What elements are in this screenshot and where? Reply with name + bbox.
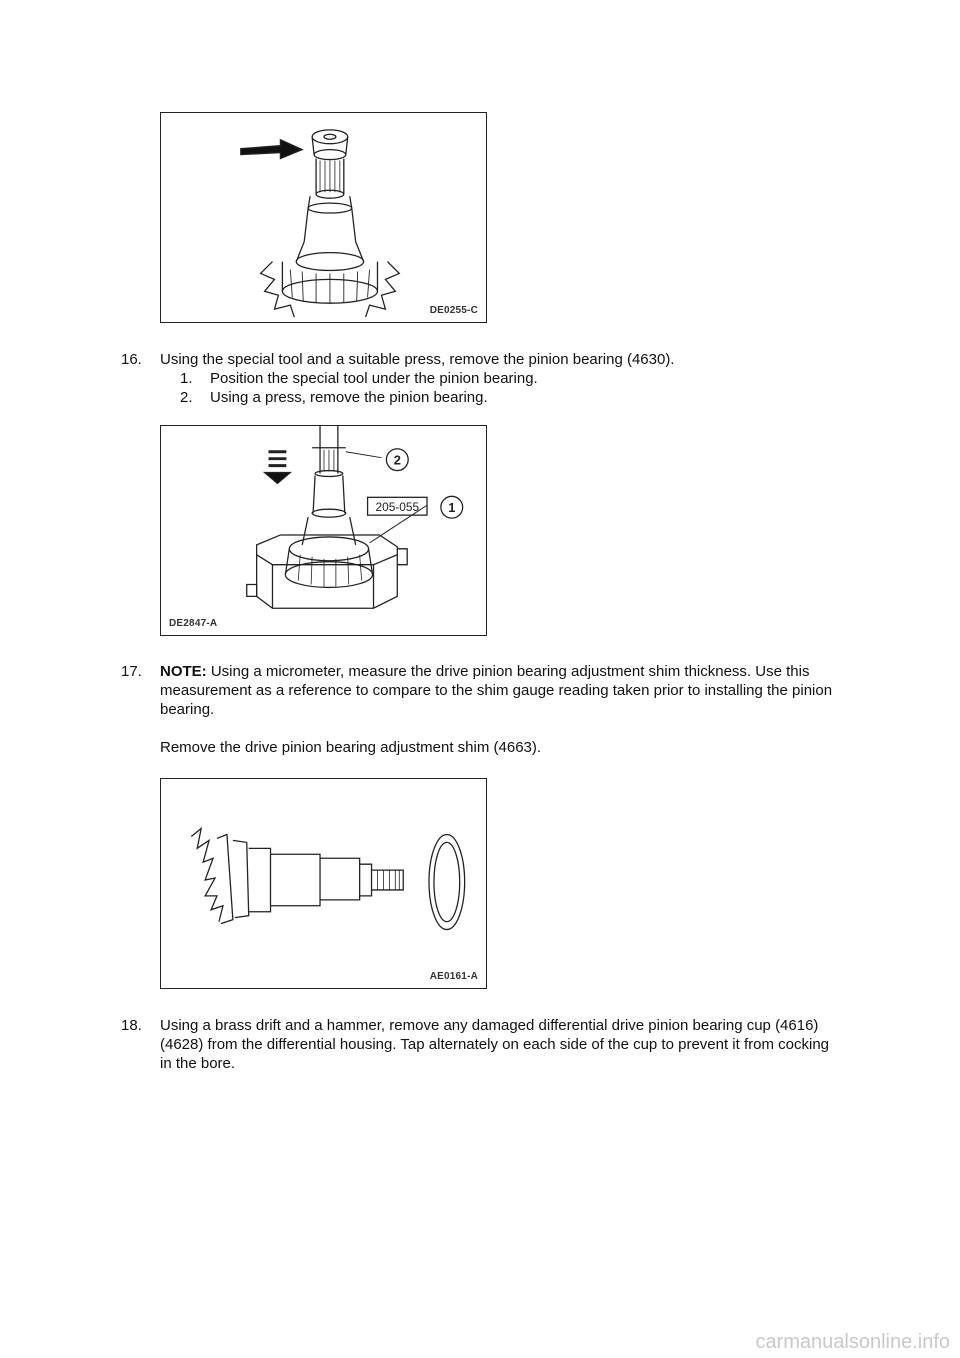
substep-text: Using a press, remove the pinion bearing.: [210, 389, 488, 406]
figure-code: DE2847-A: [169, 618, 218, 629]
step-number: 17.: [121, 663, 142, 680]
note-label: NOTE:: [160, 663, 207, 680]
note-paragraph: [160, 662, 841, 719]
step-text: Remove the drive pinion bearing adjustment shim (4663).: [160, 739, 542, 756]
step-number: 18.: [121, 1017, 142, 1034]
footer-watermark: carmanualsonline.info: [755, 1331, 950, 1353]
note-text: Using a micrometer, measure the drive pinion bearing adjustment shim thickness. Use this measurement as a reference to compare to the shim gauge reading taken prior to installing the pinion bearing.: [160, 663, 833, 718]
step-number: 16.: [121, 351, 142, 368]
substep-text: Position the special tool under the pinion bearing.: [210, 370, 538, 387]
step-text: Using a brass drift and a hammer, remove any damaged differential drive pinion bearing cup (4616) (4628) from the differential housing. Tap alternately on each side of the cup to prevent it from cocking in the bore.: [160, 1017, 830, 1072]
tool-label: 205-055: [375, 500, 420, 515]
adjustment-shim-illustration: [161, 779, 486, 988]
step-text: Using the special tool and a suitable press, remove the pinion bearing (4630).: [160, 351, 675, 368]
bearing-press-illustration: [161, 426, 486, 635]
substep-1: [160, 369, 841, 388]
figure-code: DE0255-C: [429, 305, 478, 316]
figure-adjustment-shim: [160, 778, 487, 989]
substep-2: [160, 388, 841, 407]
callout-2: 2: [393, 452, 401, 468]
substep-number: 2.: [180, 389, 193, 406]
figure-bearing-press: [160, 425, 487, 636]
callout-1: 1: [448, 500, 456, 516]
pinion-bearing-illustration: [161, 113, 486, 322]
substep-number: 1.: [180, 370, 193, 387]
figure-pinion-bearing: [160, 112, 487, 323]
figure-code: AE0161-A: [429, 971, 478, 982]
